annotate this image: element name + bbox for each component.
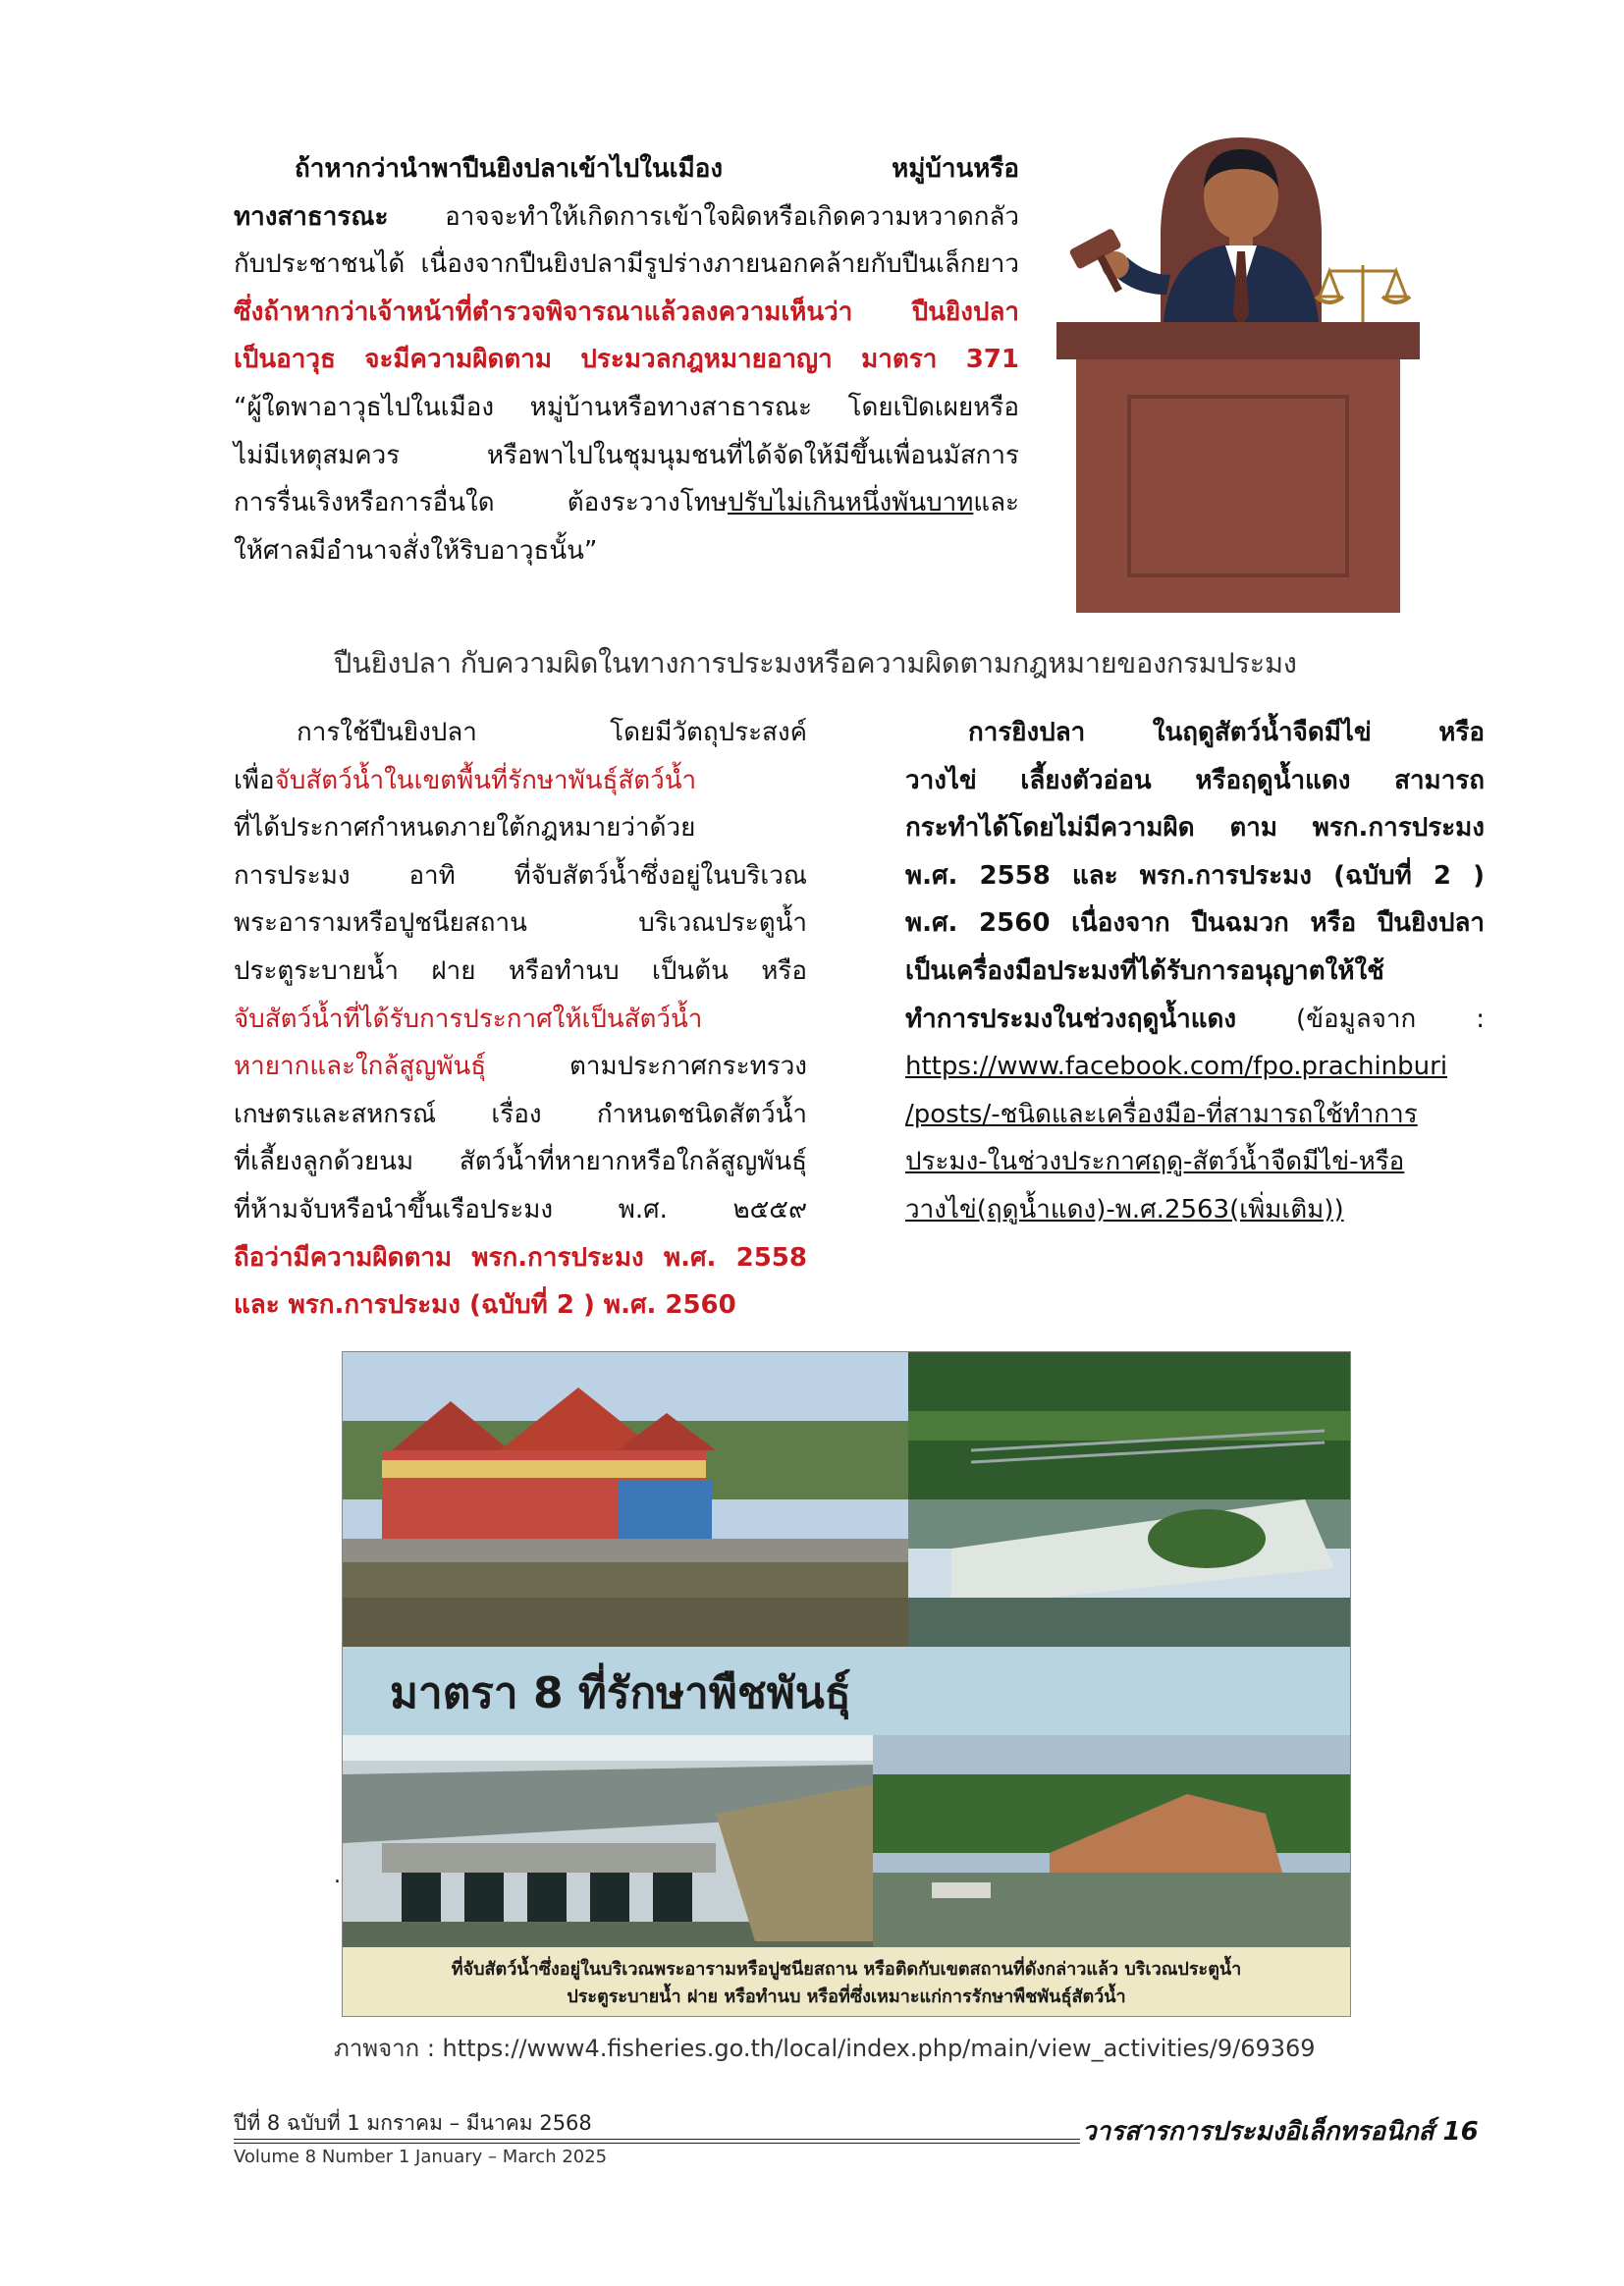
- caption-line-1: ที่จับสัตว์น้ำซึ่งอยู่ในบริเวณพระอารามหรือปูชนียสถาน หรือติดกับเขตสถานที่ดังกล่าวแล้ว บริเวณประตูน้ำ: [451, 1959, 1242, 1980]
- footer-issue-english: Volume 8 Number 1 January – March 2025: [234, 2147, 608, 2167]
- weir-photo: [908, 1352, 1350, 1647]
- police-judgement-highlight: ถ้าหากว่าเจ้าหน้าที่ตำรวจพิจารณาแล้วลงความเห็นว่า ปืนยิงปลา: [263, 297, 1019, 327]
- fine-text: ปรับไม่เกินหนึ่งพันบาท: [727, 488, 974, 518]
- penal-code-highlight: เป็นอาวุธ จะมีความผิดตาม ประมวลกฎหมายอาญา มาตรา 371: [234, 345, 1019, 375]
- scales-icon: [1316, 265, 1410, 326]
- endangered-highlight: จับสัตว์น้ำที่ได้รับการประกาศให้เป็นสัตว์น้ำ: [234, 1004, 703, 1034]
- stray-dot: .: [334, 1864, 341, 1888]
- caption-line-2: ประตูระบายน้ำ ฝาย หรือทำนบ หรือที่ซึ่งเหมาะแก่การรักษาพืชพันธุ์สัตว์น้ำ: [567, 1987, 1126, 2007]
- source-link[interactable]: https://www.facebook.com/fpo.prachinburi: [905, 1052, 1448, 1082]
- section-subtitle: ปืนยิงปลา กับความผิดในทางการประมงหรือความผิดตามกฎหมายของกรมประมง: [334, 646, 1297, 680]
- footer-issue-thai: ปีที่ 8 ฉบับที่ 1 มกราคม – มีนาคม 2568: [234, 2111, 592, 2135]
- lead-sentence: ถ้าหากว่านำพาปืนยิงปลาเข้าไปในเมือง หมู่บ้านหรือ: [295, 154, 1019, 184]
- footer-rule-thin: [234, 2143, 1080, 2144]
- offence-highlight: ถือว่ามีความผิดตาม พรก.การประมง พ.ศ. 2558: [234, 1242, 807, 1273]
- judge-illustration: [1045, 128, 1428, 617]
- sluice-gate-photo: [343, 1735, 873, 1947]
- paragraph-spawning-season: การยิงปลา ในฤดูสัตว์น้ำจืดมีไข่ หรือ วางไข่ เลี้ยงตัวอ่อน หรือฤดูน้ำแดง สามารถ กระทำได้โดยไม่มีความผิด ตาม พรก.การประมง พ.ศ. 2558 และ พรก.การประมง (ฉบับที่ 2 ) พ.ศ. 2560 เนื่องจาก ปืนฉมวก หรือ ปืนยิงปลา เป็นเครื่องมือประมงที่ได้รับการอนุญาตให้ใช้ ทำการประมงในช่วงฤดูน้ำแดง (ข้อมูลจาก : https://www.facebook.com/fpo.prachinburi /posts/-ชนิดและเครื่องมือ-ที่สามารถใช้ทำการ ประมง-ในช่วงประกาศฤดู-สัตว์น้ำจืดมีไข่-หรือ วางไข่(ฤดูน้ำแดง)-พ.ศ.2563(เพิ่มเติม)): [905, 718, 1485, 1225]
- footer-rule: [234, 2139, 1080, 2140]
- banner-title: มาตรา 8 ที่รักษาพืชพันธุ์: [390, 1668, 851, 1718]
- judge-podium-top: [1056, 322, 1420, 359]
- image-credit[interactable]: ภาพจาก : https://www4.fisheries.go.th/local/index.php/main/view_activities/9/69369: [334, 2035, 1316, 2062]
- paragraph-conservation-area: การใช้ปืนยิงปลา โดยมีวัตถุประสงค์ เพื่อจับสัตว์น้ำในเขตพื้นที่รักษาพันธุ์สัตว์น้ำ ที่ได้ประกาศกำหนดภายใต้กฎหมายว่าด้วย การประมง อาทิ ที่จับสัตว์น้ำซึ่งอยู่ในบริเวณ พระอารามหรือปูชนียสถาน บริเวณประตูน้ำ ประตูระบายน้ำ ฝาย หรือทำนบ เป็นต้น หรือ จับสัตว์น้ำที่ได้รับการประกาศให้เป็นสัตว์น้ำ หายากและใกล้สูญพันธุ์ ตามประกาศกระทรวง เกษตรและสหกรณ์ เรื่อง กำหนดชนิดสัตว์น้ำ ที่เลี้ยงลูกด้วยนม สัตว์น้ำที่หายากหรือใกล้สูญพันธุ์ ที่ห้ามจับหรือนำขึ้นเรือประมง พ.ศ. ๒๕๕๙ ถือว่ามีความผิดตาม พรก.การประมง พ.ศ. 2558 และ พรก.การประมง (ฉบับที่ 2 ) พ.ศ. 2560: [234, 718, 807, 1321]
- footer-journal-title: วารสารการประมงอิเล็กทรอนิกส์ 16: [1082, 2117, 1479, 2147]
- conservation-photo-collage: [342, 1351, 1351, 2017]
- conservation-highlight: จับสัตว์น้ำในเขตพื้นที่รักษาพันธุ์สัตว์น้ำ: [274, 765, 697, 795]
- temple-photo: [343, 1352, 908, 1647]
- reservoir-photo: [873, 1735, 1350, 1947]
- page-number: 16: [1442, 2117, 1479, 2147]
- paragraph-weapon-law: ถ้าหากว่านำพาปืนยิงปลาเข้าไปในเมือง หมู่บ้านหรือ ทางสาธารณะ อาจจะทำให้เกิดการเข้าใจผิดหรือเกิดความหวาดกลัว กับประชาชนได้ เนื่องจากปืนยิงปลามีรูปร่างภายนอกคล้ายกับปืนเล็กยาว ซึ่งถ้าหากว่าเจ้าหน้าที่ตำรวจพิจารณาแล้วลงความเห็นว่า ปืนยิงปลา เป็นอาวุธ จะมีความผิดตาม ประมวลกฎหมายอาญา มาตรา 371 “ผู้ใดพาอาวุธไปในเมือง หมู่บ้านหรือทางสาธารณะ โดยเปิดเผยหรือ ไม่มีเหตุสมควร หรือพาไปในชุมนุมชนที่ได้จัดให้มีขึ้นเพื่อนมัสการ การรื่นเริงหรือการอื่นใด ต้องระวางโทษปรับไม่เกินหนึ่งพันบาทและ ให้ศาลมีอำนาจสั่งให้ริบอาวุธนั้น”: [234, 154, 1019, 566]
